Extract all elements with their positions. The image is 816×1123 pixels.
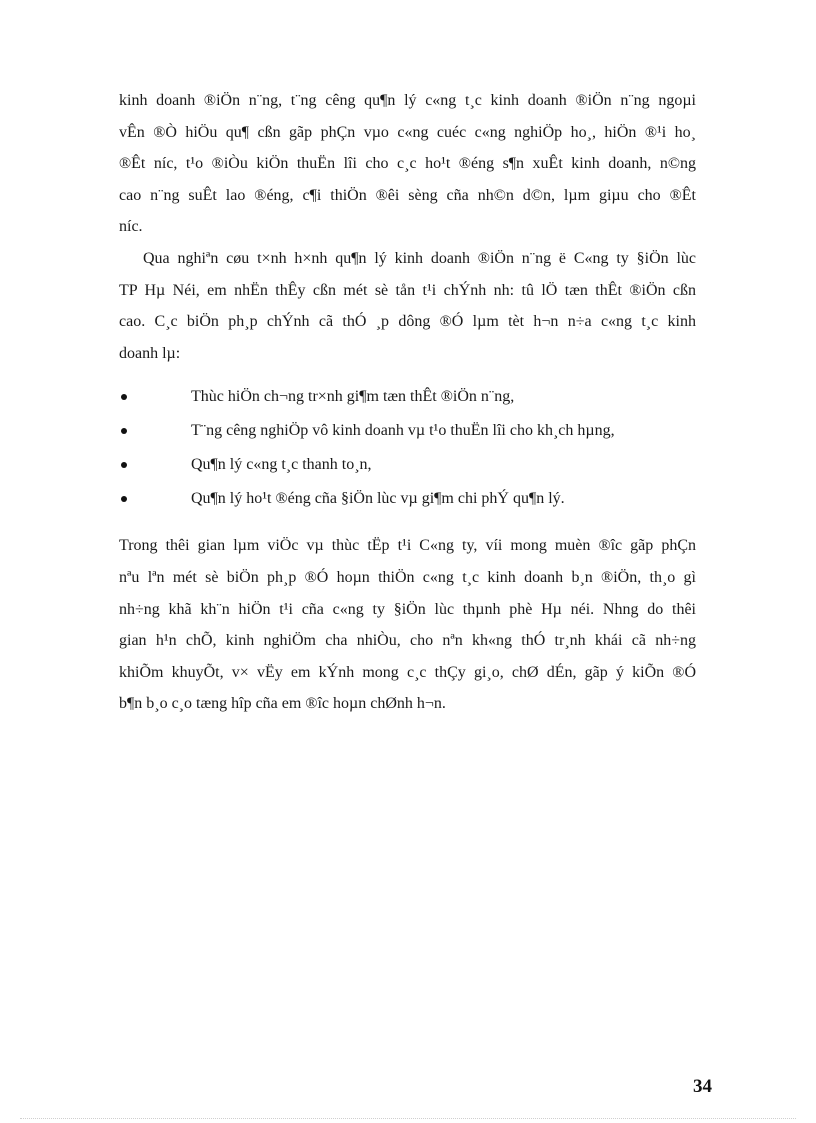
text-line: níc. bbox=[119, 218, 143, 236]
text-line: cao n¨ng suÊt lao ®éng, c¶i thiÖn ®êi sèng cña nh©n d©n, lµm giµu cho ®Êt bbox=[119, 186, 696, 204]
page-number: 34 bbox=[693, 1076, 712, 1097]
bullet-icon bbox=[121, 462, 127, 468]
list-item-text: T¨ng cêng nghiÖp vô kinh doanh vµ t¹o thuËn lîi cho kh¸ch hµng, bbox=[191, 422, 615, 440]
bullet-icon bbox=[121, 394, 127, 400]
text-line: gian h¹n chÕ, kinh nghiÖm cha nhiÒu, cho nªn kh«ng thÓ tr¸nh khái cã nh÷ng bbox=[119, 632, 696, 650]
text-line: kinh doanh ®iÖn n¨ng, t¨ng cêng qu¶n lý c«ng t¸c kinh doanh ®iÖn n¨ng ngoµi bbox=[119, 92, 696, 109]
bullet-icon bbox=[121, 428, 127, 434]
text-line: khiÕm khuyÕt, v× vËy em kÝnh mong c¸c thÇy gi¸o, chØ dÉn, gãp ý kiÕn ®Ó bbox=[119, 663, 696, 681]
paragraph-3 bbox=[119, 530, 696, 720]
text-line: nh÷ng khã kh¨n hiÖn t¹i cña c«ng ty §iÖn lùc thµnh phè Hµ néi. Nhng do thêi bbox=[119, 600, 696, 618]
text-line: ®Êt níc, t¹o ®iÒu kiÖn thuËn lîi cho c¸c ho¹t ®éng s¶n xuÊt kinh doanh, n©ng bbox=[119, 155, 696, 173]
bullet-icon bbox=[121, 496, 127, 502]
text-line: cao. C¸c biÖn ph¸p chÝnh cã thÓ ¸p dông ®Ó lµm tèt h¬n n÷a c«ng t¸c kinh bbox=[119, 313, 696, 331]
list-item-text: Thùc hiÖn ch¬ng tr×nh gi¶m tæn thÊt ®iÖn n¨ng, bbox=[191, 388, 515, 406]
text-line: doanh lµ: bbox=[119, 344, 181, 362]
page-body bbox=[119, 85, 696, 720]
footer-divider bbox=[20, 1118, 796, 1119]
text-line: vÊn ®Ò hiÖu qu¶ cßn gãp phÇn vµo c«ng cuéc c«ng nghiÖp ho¸, hiÖn ®¹i ho¸ bbox=[119, 123, 696, 141]
list-item bbox=[119, 414, 696, 448]
text-line: Qua nghiªn cøu t×nh h×nh qu¶n lý kinh doanh ®iÖn n¨ng ë C«ng ty §iÖn lùc bbox=[143, 249, 696, 267]
text-line: Trong thêi gian lµm viÖc vµ thùc tËp t¹i C«ng ty, víi mong muèn ®îc gãp phÇn bbox=[119, 537, 696, 555]
paragraph-1 bbox=[119, 85, 696, 243]
paragraph-2 bbox=[119, 243, 696, 369]
list-item bbox=[119, 448, 696, 482]
bullet-list bbox=[119, 380, 696, 516]
text-line: b¶n b¸o c¸o tæng hîp cña em ®îc hoµn chØnh h¬n. bbox=[119, 695, 446, 713]
list-item bbox=[119, 380, 696, 414]
list-item-text: Qu¶n lý c«ng t¸c thanh to¸n, bbox=[191, 456, 372, 474]
list-item-text: Qu¶n lý ho¹t ®éng cña §iÖn lùc vµ gi¶m chi phÝ qu¶n lý. bbox=[191, 490, 565, 508]
text-line: TP Hµ Néi, em nhËn thÊy cßn mét sè tån t¹i chÝnh nh: tû lÖ tæn thÊt ®iÖn cßn bbox=[119, 281, 696, 299]
text-line: nªu lªn mét sè biÖn ph¸p ®Ó hoµn thiÖn c«ng t¸c kinh doanh b¸n ®iÖn, th¸o gì bbox=[119, 568, 696, 586]
list-item bbox=[119, 482, 696, 516]
